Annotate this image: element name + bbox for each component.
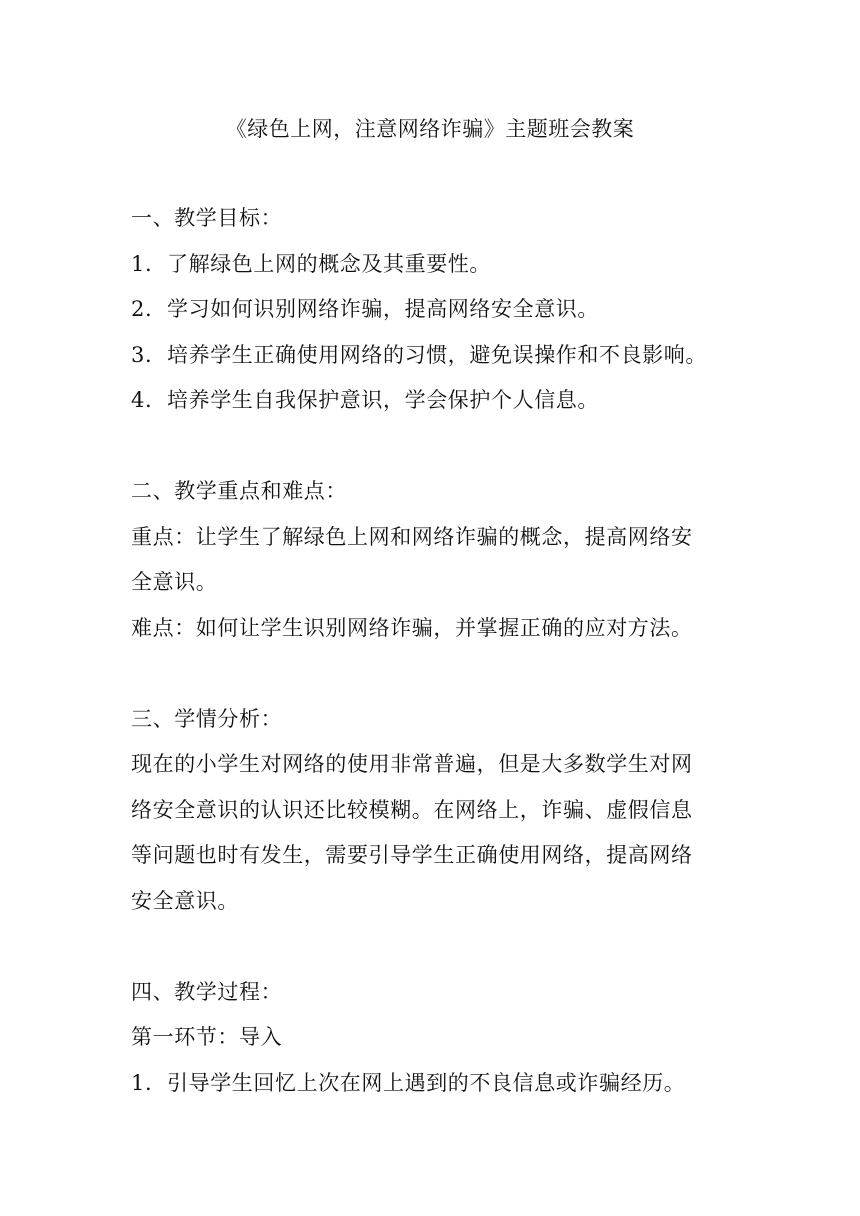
document-title: 《绿色上网，注意网络诈骗》主题班会教案 bbox=[225, 117, 635, 141]
section-heading-analysis: 三、学情分析： bbox=[131, 706, 283, 731]
objective-item bbox=[131, 287, 731, 333]
key-point-line: 全意识。 bbox=[131, 570, 218, 594]
section-heading-key-points: 二、教学重点和难点： bbox=[131, 479, 347, 503]
document-body bbox=[131, 196, 731, 1106]
item-text: 培养学生正确使用网络的习惯，避免误操作和不良影响。 bbox=[167, 342, 707, 367]
spacer bbox=[131, 924, 731, 970]
objective-item bbox=[131, 333, 731, 379]
analysis-line: 等问题也时有发生，需要引导学生正确使用网络，提高网络 bbox=[131, 843, 693, 867]
item-text: 引导学生回忆上次在网上遇到的不良信息或诈骗经历。 bbox=[167, 1070, 686, 1095]
item-text: 培养学生自我保护意识，学会保护个人信息。 bbox=[167, 388, 599, 412]
process-item bbox=[131, 1061, 731, 1107]
section-heading-process: 四、教学过程： bbox=[131, 979, 283, 1004]
item-text: 了解绿色上网的概念及其重要性。 bbox=[167, 251, 491, 276]
item-number: 3. bbox=[131, 342, 153, 367]
key-point-line: 重点：让学生了解绿色上网和网络诈骗的概念，提高网络安 bbox=[131, 524, 693, 549]
section-heading-objectives: 一、教学目标： bbox=[131, 206, 283, 230]
item-number: 2. bbox=[131, 297, 153, 321]
objective-item bbox=[131, 242, 731, 288]
item-number: 1. bbox=[131, 1070, 153, 1095]
item-number: 1. bbox=[131, 251, 153, 276]
spacer bbox=[131, 424, 731, 470]
analysis-line: 安全意识。 bbox=[131, 888, 239, 913]
objective-item bbox=[131, 378, 731, 424]
analysis-line: 络安全意识的认识还比较模糊。在网络上，诈骗、虚假信息 bbox=[131, 797, 693, 822]
analysis-line: 现在的小学生对网络的使用非常普遍，但是大多数学生对网 bbox=[131, 752, 693, 776]
item-number: 4. bbox=[131, 388, 153, 412]
spacer bbox=[131, 651, 731, 697]
difficulty-line: 难点：如何让学生识别网络诈骗，并掌握正确的应对方法。 bbox=[131, 615, 693, 640]
item-text: 学习如何识别网络诈骗，提高网络安全意识。 bbox=[167, 297, 599, 321]
process-subheading: 第一环节：导入 bbox=[131, 1025, 283, 1049]
